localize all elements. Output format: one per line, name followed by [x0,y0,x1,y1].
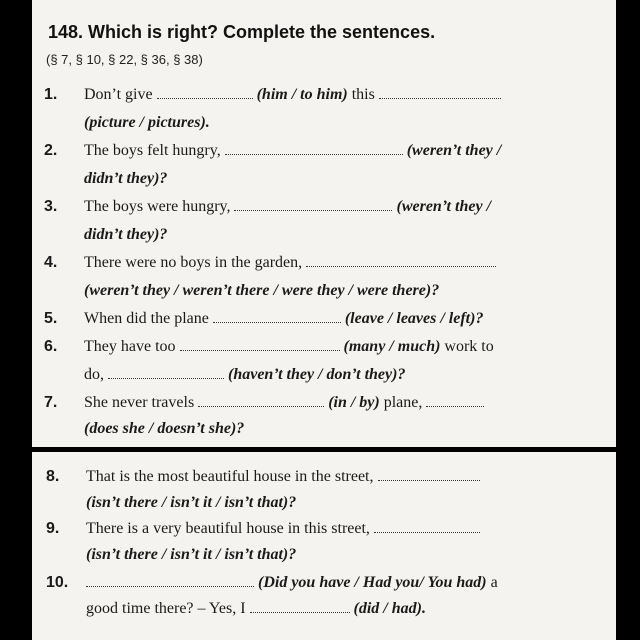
item-8-line-2 [86,494,296,512]
answer-blank[interactable] [213,310,341,323]
answer-blank[interactable] [198,394,324,407]
answer-blank[interactable] [306,254,496,267]
item-2-line-1 [44,142,501,160]
item-number: 5. [44,310,58,327]
item-text: The boys felt hungry, [84,142,221,159]
item-options: didn’t they)? [84,170,168,187]
item-number: 6. [44,338,58,355]
item-options: (Did you have / Had you/ You had) [258,574,487,591]
item-4-line-1 [44,254,496,272]
item-options: (leave / leaves / left)? [344,310,484,327]
answer-blank[interactable] [180,338,340,351]
item-text: work to [444,338,494,355]
item-number: 2. [44,142,58,159]
item-text: When did the plane [84,310,209,327]
answer-blank[interactable] [86,574,254,587]
item-text: The boys were hungry, [84,198,231,215]
item-3-line-1 [44,198,491,216]
item-options: (him / to him) [256,86,348,103]
item-4-line-2 [84,282,439,300]
answer-blank[interactable] [378,468,480,481]
answer-blank[interactable] [108,366,224,379]
item-5-line-1 [44,310,483,328]
answer-blank[interactable] [379,86,501,99]
item-text: There were no boys in the garden, [84,254,303,271]
item-text: That is the most beautiful house in the street, [86,468,374,485]
answer-blank[interactable] [374,520,480,533]
item-options: (did / had). [353,600,426,617]
answer-blank[interactable] [426,394,484,407]
item-text: They have too [84,338,176,355]
item-number: 8. [46,468,60,485]
item-text: plane, [383,394,423,411]
item-options: (weren’t they / [396,198,491,215]
textbook-page-top [32,0,616,447]
item-7-line-2 [84,420,244,438]
item-options: (in / by) [328,394,380,411]
item-2-line-2 [84,170,167,188]
item-options: (many / much) [343,338,441,355]
item-text: good time there? – Yes, I [86,600,246,617]
item-text: a [490,574,498,591]
item-6-line-2 [84,366,405,384]
item-6-line-1 [44,338,494,356]
answer-blank[interactable] [234,198,392,211]
item-number: 7. [44,394,58,411]
item-options: (haven’t they / don’t they)? [228,366,406,383]
item-number: 9. [46,520,60,537]
item-options: (weren’t they / [406,142,502,159]
item-9-line-2 [86,546,296,564]
item-options: (isn’t there / isn’t it / isn’t that)? [86,546,297,563]
item-text: do, [84,366,104,383]
item-options: (isn’t there / isn’t it / isn’t that)? [86,494,297,511]
answer-blank[interactable] [250,600,350,613]
section-references: (§ 7, § 10, § 22, § 36, § 38) [46,52,203,67]
item-options: (picture / pictures). [84,114,210,131]
item-number: 1. [44,86,58,103]
item-1-line-2 [84,114,210,132]
item-3-line-2 [84,226,167,244]
item-text: She never travels [84,394,195,411]
item-options: didn’t they)? [84,226,168,243]
item-number: 3. [44,198,58,215]
item-number: 10. [46,574,69,591]
item-options: (does she / doesn’t she)? [84,420,245,437]
item-8-line-1 [46,468,480,486]
answer-blank[interactable] [225,142,403,155]
answer-blank[interactable] [157,86,253,99]
item-1-line-1 [44,86,501,104]
item-number: 4. [44,254,58,271]
textbook-page-bottom [32,452,616,640]
item-9-line-1 [46,520,480,538]
item-text: this [351,86,375,103]
item-10-line-2 [86,600,426,618]
item-text: Don’t give [84,86,153,103]
exercise-title: 148. Which is right? Complete the sentences. [48,22,436,42]
item-10-line-1 [46,574,498,592]
item-text: There is a very beautiful house in this street, [86,520,370,537]
item-7-line-1 [44,394,484,412]
item-options: (weren’t they / weren’t there / were they / were there)? [84,282,440,299]
